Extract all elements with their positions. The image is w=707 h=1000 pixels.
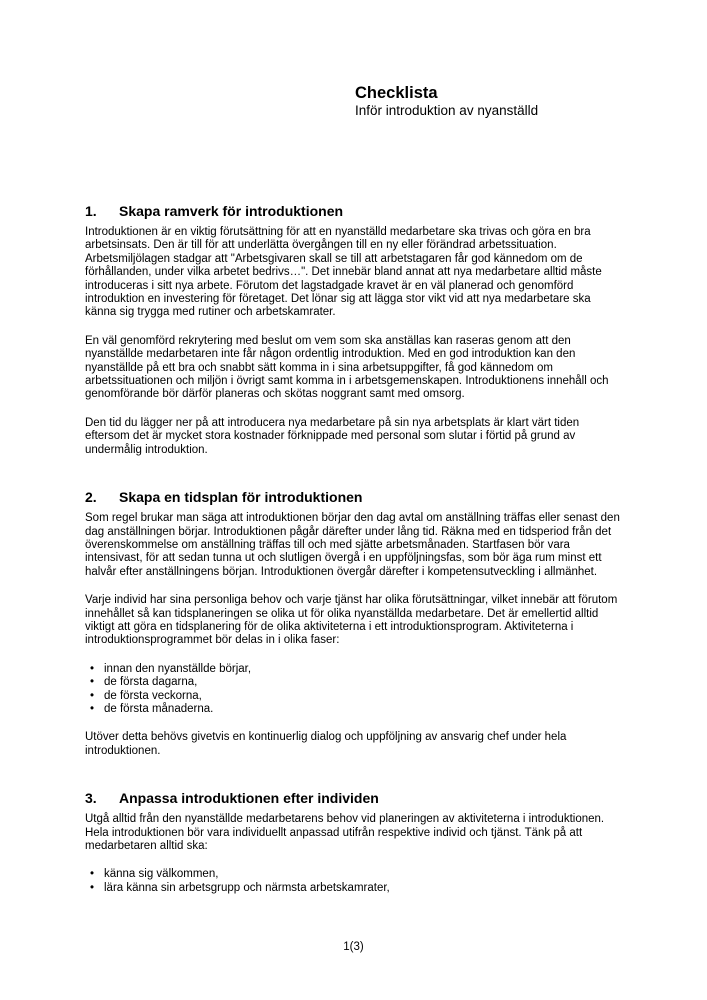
- document-section: [85, 203, 622, 457]
- paragraph: Introduktionen är en viktig förutsättning för att en nyanställd medarbetare ska trivas och göra en bra arbetsinsats. Den är till för att underlätta övergången till en ny eller förändrad arbetssituation. Arbetsmiljölagen stadgar att "Arbetsgivaren skall se till att arbetstagaren får god kännedom om de förhållanden, under vilka arbetet bedrivs…". Det innebär bland annat att nya medarbetare alltid måste introduceras i sitt nya arbete. Förutom det lagstadgade kravet är en väl planerad och genomförd introduktion en investering för företaget. Det lönar sig att lägga stor vikt vid att nya medarbetare ska känna sig trygga med rutiner och arbetskamrater.: [85, 226, 602, 319]
- list-item: • innan den nyanställde börjar,: [85, 663, 622, 676]
- paragraph: Som regel brukar man säga att introduktionen börjar den dag avtal om anställning träffas eller senast den dag anställningen börjar. Introduktionen pågår därefter under lång tid. Räkna med en tidsperiod från det överenskommelse om anställning träffas till och med sjätte arbetsmånaden. Startfasen bör vara intensivast, för att sedan tunna ut och slutligen övergå i en uppföljningsfas, som bör äga rum minst ett halvår efter anställningens början. Introduktionen övergår därefter i kompetensutveckling i allmänhet.: [85, 512, 620, 578]
- section-heading: [85, 203, 622, 219]
- section-number: 3.: [85, 790, 97, 807]
- page-number: 1(3): [343, 941, 364, 953]
- document-subtitle: Inför introduktion av nyanställd: [355, 103, 539, 118]
- section-title: Skapa ramverk för introduktionen: [119, 203, 344, 219]
- document-section: [85, 489, 622, 758]
- section-title: Skapa en tidsplan för introduktionen: [119, 489, 363, 506]
- bullet-list: [85, 868, 622, 895]
- section-heading: [85, 790, 622, 806]
- paragraph: Varje individ har sina personliga behov och varje tjänst har olika förutsättningar, vilket innebär att förutom innehållet så kan tidsplaneringen se olika ut för olika nyanställda medarbetare. Det är emellertid alltid viktigt att göra en tidsplanering för de olika aktiviteterna i ett introduktionsprogram. Aktiviteterna i introduktionsprogrammet bör delas in i olika faser:: [85, 594, 618, 647]
- document-header: [355, 84, 538, 119]
- list-item: • de första månaderna.: [85, 703, 622, 716]
- list-item: • känna sig välkommen,: [85, 868, 622, 881]
- page-footer: [0, 941, 707, 954]
- document-title: Checklista: [355, 84, 438, 102]
- paragraph: Den tid du lägger ner på att introducera nya medarbetare på sin nya arbetsplats är klart värt tiden eftersom det är mycket stora kostnader förknippade med personal som slutar i förtid på grund av undermålig introduktion.: [85, 416, 580, 456]
- document-body: [85, 203, 622, 910]
- list-item: • de första veckorna,: [85, 690, 622, 703]
- list-item: • de första dagarna,: [85, 676, 622, 689]
- paragraph: Utgå alltid från den nyanställde medarbetarens behov vid planeringen av aktiviteterna i introduktionen. Hela introduktionen bör vara individuellt anpassad utifrån respektive individ och tjänst. Tänk på att medarbetaren alltid ska:: [85, 813, 605, 852]
- bullet-list: [85, 663, 622, 717]
- section-number: 2.: [85, 489, 97, 506]
- list-item: • lära känna sin arbetsgrupp och närmsta arbetskamrater,: [85, 882, 622, 895]
- section-title: Anpassa introduktionen efter individen: [119, 790, 379, 807]
- paragraph: Utöver detta behövs givetvis en kontinuerlig dialog och uppföljning av ansvarig chef under hela introduktionen.: [85, 731, 567, 757]
- paragraph: En väl genomförd rekrytering med beslut om vem som ska anställas kan raseras genom att den nyanställde medarbetaren inte får någon ordentlig introduktion. Med en god introduktion kan den nyanställde på ett bra och snabbt sätt komma in i sina arbetsuppgifter, få god kännedom om arbetssituationen och miljön i övrigt samt komma in i arbetsgemenskapen. Introduktionens innehåll och genomförande bör därför planeras och skötas noggrant samt med omsorg.: [85, 334, 609, 401]
- section-heading: [85, 489, 622, 505]
- document-section: [85, 790, 622, 895]
- section-number: 1.: [85, 203, 97, 219]
